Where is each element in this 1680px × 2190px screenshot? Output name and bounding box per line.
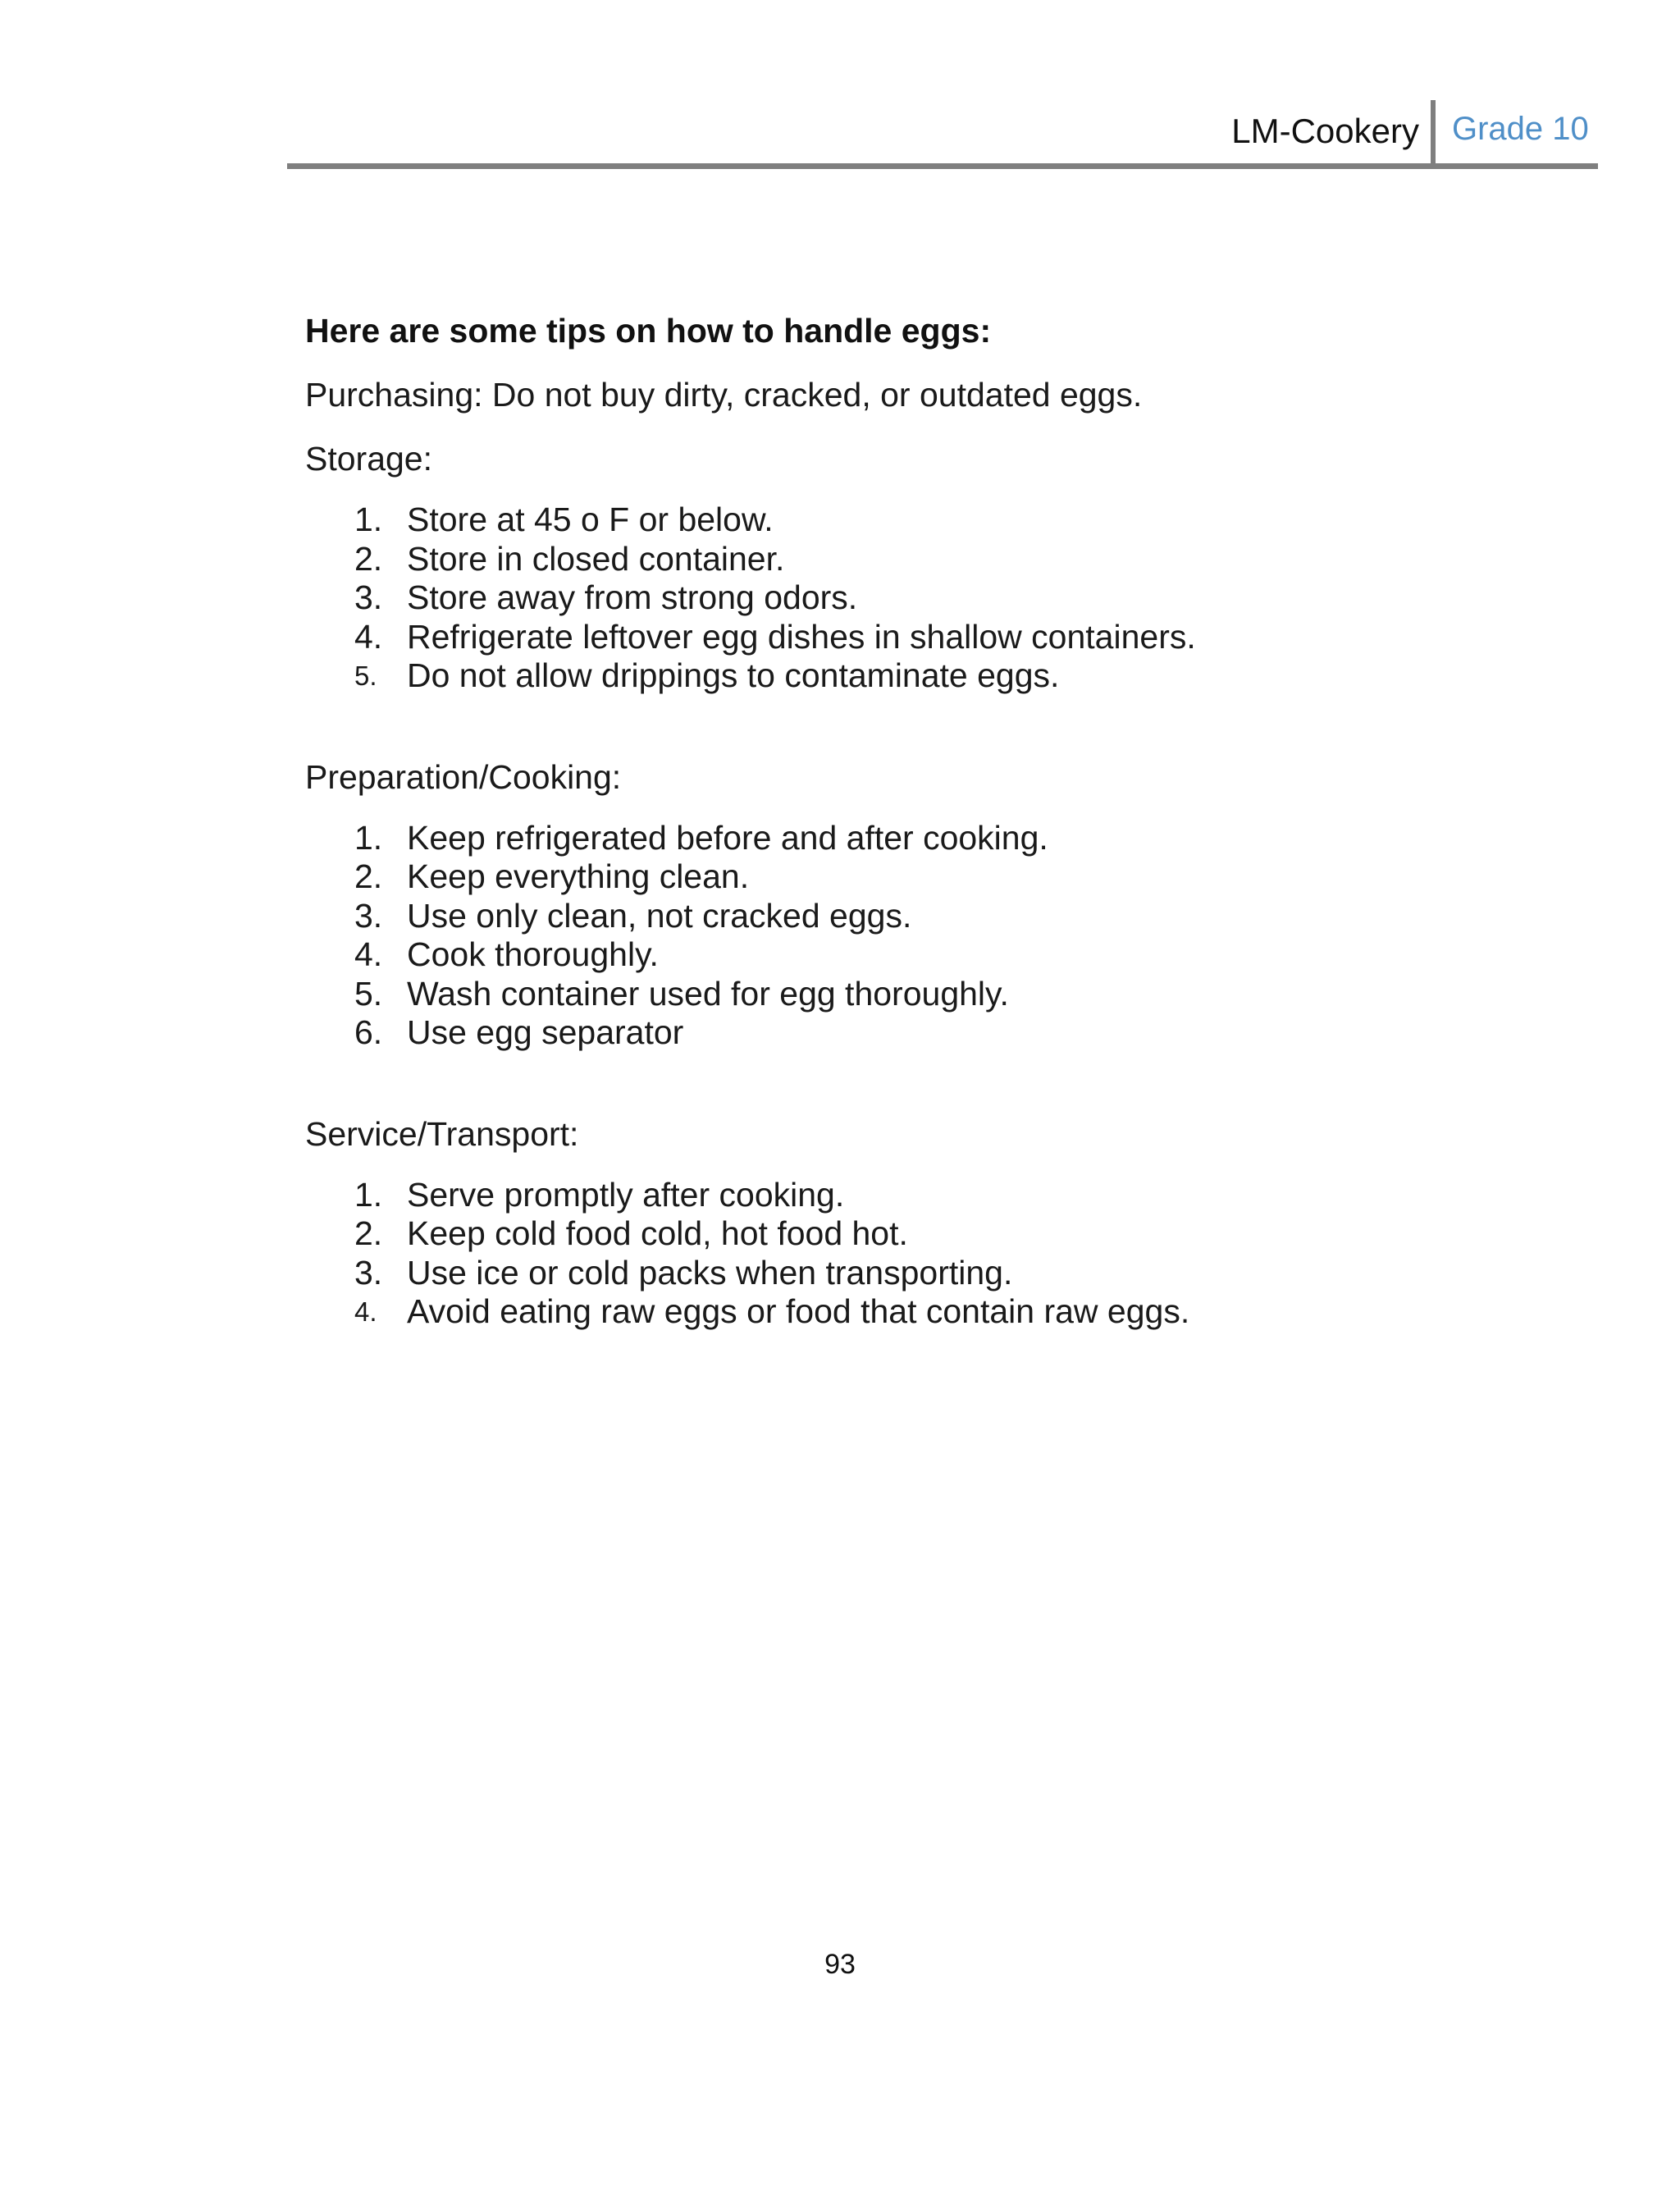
- course-title: LM-Cookery: [1231, 112, 1419, 150]
- purchasing-tip: Purchasing: Do not buy dirty, cracked, or outdated eggs.: [305, 376, 1143, 414]
- service-label: Service/Transport:: [305, 1114, 579, 1153]
- list-number: 3.: [354, 896, 383, 935]
- list-item-text: Do not allow drippings to contaminate eggs.: [407, 656, 1060, 694]
- list-number: 4.: [354, 617, 383, 656]
- list-item: [305, 975, 1536, 1014]
- list-number: 5.: [354, 661, 377, 691]
- list-number: 1.: [354, 818, 383, 857]
- list-number: 4.: [354, 935, 383, 973]
- list-number: 4.: [354, 1296, 377, 1327]
- list-number: 2.: [354, 539, 383, 578]
- list-number: 2.: [354, 1214, 383, 1252]
- preparation-label: Preparation/Cooking:: [305, 757, 622, 796]
- list-number: 3.: [354, 1253, 383, 1292]
- list-item-text: Store in closed container.: [407, 539, 785, 578]
- header-divider: [1431, 100, 1436, 165]
- list-item: [305, 540, 1536, 579]
- list-item: [305, 1013, 1536, 1053]
- list-item: [305, 1176, 1536, 1215]
- list-item: [305, 1254, 1536, 1293]
- list-item-text: Cook thoroughly.: [407, 935, 659, 973]
- list-item-text: Refrigerate leftover egg dishes in shallow containers.: [407, 617, 1196, 656]
- page-number: 93: [824, 1949, 856, 1980]
- list-number: 1.: [354, 501, 383, 538]
- header-rule: [287, 163, 1598, 169]
- service-list: [305, 1176, 1536, 1332]
- list-item-text: Store away from strong odors.: [407, 578, 858, 616]
- list-number: 6.: [354, 1013, 383, 1051]
- page-header: [287, 100, 1598, 169]
- preparation-list: [305, 819, 1536, 1053]
- list-number: 2.: [354, 857, 383, 895]
- list-item-text: Wash container used for egg thoroughly.: [407, 974, 1009, 1013]
- list-item-text: Use only clean, not cracked eggs.: [407, 896, 912, 935]
- storage-list: [305, 501, 1536, 696]
- list-item-text: Keep everything clean.: [407, 857, 750, 895]
- list-item-text: Use ice or cold packs when transporting.: [407, 1253, 1013, 1292]
- list-number: 1.: [354, 1175, 383, 1214]
- list-item: [305, 1214, 1536, 1254]
- list-item-text: Avoid eating raw eggs or food that contain raw eggs.: [407, 1292, 1190, 1330]
- list-item-text: Keep cold food cold, hot food hot.: [407, 1214, 908, 1252]
- section-heading: Here are some tips on how to handle eggs:: [305, 312, 992, 350]
- list-item: [305, 618, 1536, 657]
- list-item: [305, 935, 1536, 975]
- list-number: 3.: [354, 578, 383, 616]
- list-item: [305, 501, 1536, 540]
- list-number: 5.: [354, 974, 383, 1013]
- page-content: [305, 309, 1536, 1332]
- storage-label: Storage:: [305, 440, 432, 478]
- grade-label: Grade 10: [1452, 111, 1589, 147]
- list-item: [305, 819, 1536, 858]
- list-item: [305, 897, 1536, 936]
- list-item: [305, 857, 1536, 897]
- list-item: [305, 1292, 1536, 1332]
- list-item: [305, 578, 1536, 618]
- list-item: [305, 656, 1536, 696]
- list-item-text: Store at 45 o F or below.: [407, 501, 774, 538]
- list-item-text: Serve promptly after cooking.: [407, 1175, 845, 1214]
- list-item-text: Keep refrigerated before and after cooking.: [407, 818, 1048, 857]
- list-item-text: Use egg separator: [407, 1013, 684, 1051]
